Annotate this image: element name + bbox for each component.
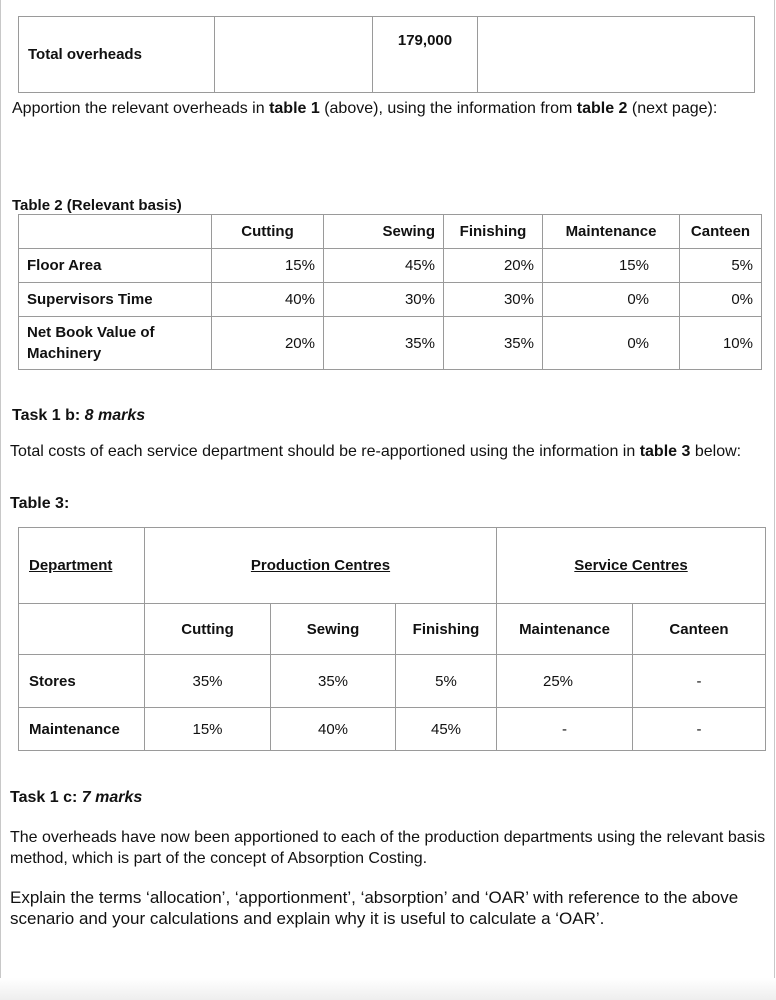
table-row [19, 283, 762, 317]
cell-value: 45% [396, 708, 497, 751]
intro-paragraph [12, 98, 752, 119]
production-centres-header: Production Centres [145, 528, 497, 604]
table-3-header-maintenance: Maintenance [497, 604, 633, 655]
cell-value: 0% [680, 283, 762, 317]
task-1b-marks: 8 marks [84, 407, 146, 424]
table-2-header-canteen: Canteen [680, 215, 762, 249]
intro-text: (next page): [627, 100, 718, 117]
total-overheads-value: 179,000 [373, 17, 478, 93]
table-header-row [19, 604, 766, 655]
cell-value: 35% [444, 317, 543, 370]
table-3-header-canteen: Canteen [633, 604, 766, 655]
table-2-corner-cell [19, 215, 212, 249]
row-label: Stores [19, 655, 145, 708]
task-1b-text-part: below: [690, 443, 742, 460]
table-row [19, 655, 766, 708]
table-row [19, 708, 766, 751]
cell-value: 5% [680, 249, 762, 283]
table-1-empty-cell [478, 17, 755, 93]
total-overheads-label: Total overheads [19, 17, 215, 93]
cell-value: 0% [543, 317, 680, 370]
cell-value: 35% [145, 655, 271, 708]
cell-value: 15% [212, 249, 324, 283]
table-row [19, 17, 755, 93]
cell-value: 10% [680, 317, 762, 370]
table-2-title: Table 2 (Relevant basis) [12, 197, 182, 214]
intro-text: (above), using the information from [319, 100, 577, 117]
cell-value: 0% [543, 283, 680, 317]
cell-value: - [633, 708, 766, 751]
department-header: Department [19, 528, 145, 604]
cell-value: 40% [212, 283, 324, 317]
table-2-header-finishing: Finishing [444, 215, 543, 249]
table-3-header-finishing: Finishing [396, 604, 497, 655]
page-bottom-fade [0, 978, 776, 1000]
cell-value: - [497, 708, 633, 751]
task-1b-text [10, 441, 766, 462]
intro-table-ref: table 1 [269, 100, 320, 117]
table-3 [18, 527, 766, 751]
task-1c-title: Task 1 c: [10, 789, 82, 806]
task-1c-marks: 7 marks [81, 789, 143, 806]
row-label: Supervisors Time [19, 283, 212, 317]
cell-value: 25% [497, 655, 633, 708]
table-1-total-row [18, 16, 755, 93]
row-label: Floor Area [19, 249, 212, 283]
table-2-header-cutting: Cutting [212, 215, 324, 249]
table-3-corner-cell [19, 604, 145, 655]
cell-value: 20% [444, 249, 543, 283]
cell-value: 5% [396, 655, 497, 708]
cell-value: - [633, 655, 766, 708]
table-2-header-sewing: Sewing [324, 215, 444, 249]
task-1b-heading [12, 407, 145, 425]
cell-value: 40% [271, 708, 396, 751]
cell-value: 30% [444, 283, 543, 317]
service-centres-header: Service Centres [497, 528, 766, 604]
table-3-header-sewing: Sewing [271, 604, 396, 655]
table-1-empty-cell [215, 17, 373, 93]
cell-value: 20% [212, 317, 324, 370]
cell-value: 15% [145, 708, 271, 751]
table-row [19, 249, 762, 283]
task-1b-table-ref: table 3 [639, 443, 691, 460]
cell-value: 45% [324, 249, 444, 283]
intro-table-ref: table 2 [576, 100, 628, 117]
row-label: Net Book Value of Machinery [19, 317, 212, 370]
table-2 [18, 214, 762, 370]
task-1c-paragraph-2: Explain the terms ‘allocation’, ‘apportionment’, ‘absorption’ and ‘OAR’ with reference to the above scenario and your calculations and explain why it is useful to calculate a ‘OAR’. [10, 888, 739, 928]
table-header-row [19, 528, 766, 604]
cell-value: 30% [324, 283, 444, 317]
table-3-label: Table 3: [10, 495, 70, 512]
table-row [19, 317, 762, 370]
intro-text: Apportion the relevant overheads in [12, 100, 270, 117]
task-1b-title: Task 1 b: [12, 407, 85, 424]
cell-value: 35% [271, 655, 396, 708]
table-2-header-maintenance: Maintenance [543, 215, 680, 249]
table-header-row [19, 215, 762, 249]
cell-value: 15% [543, 249, 680, 283]
task-1b-text-part: Total costs of each service department should be re-apportioned using the information in [10, 443, 640, 460]
row-label: Maintenance [19, 708, 145, 751]
cell-value: 35% [324, 317, 444, 370]
task-1c-heading [10, 789, 142, 807]
table-3-header-cutting: Cutting [145, 604, 271, 655]
task-1c-paragraph-1: The overheads have now been apportioned to each of the production departments using the relevant basis method, which is part of the concept of Absorption Costing. [10, 829, 766, 867]
